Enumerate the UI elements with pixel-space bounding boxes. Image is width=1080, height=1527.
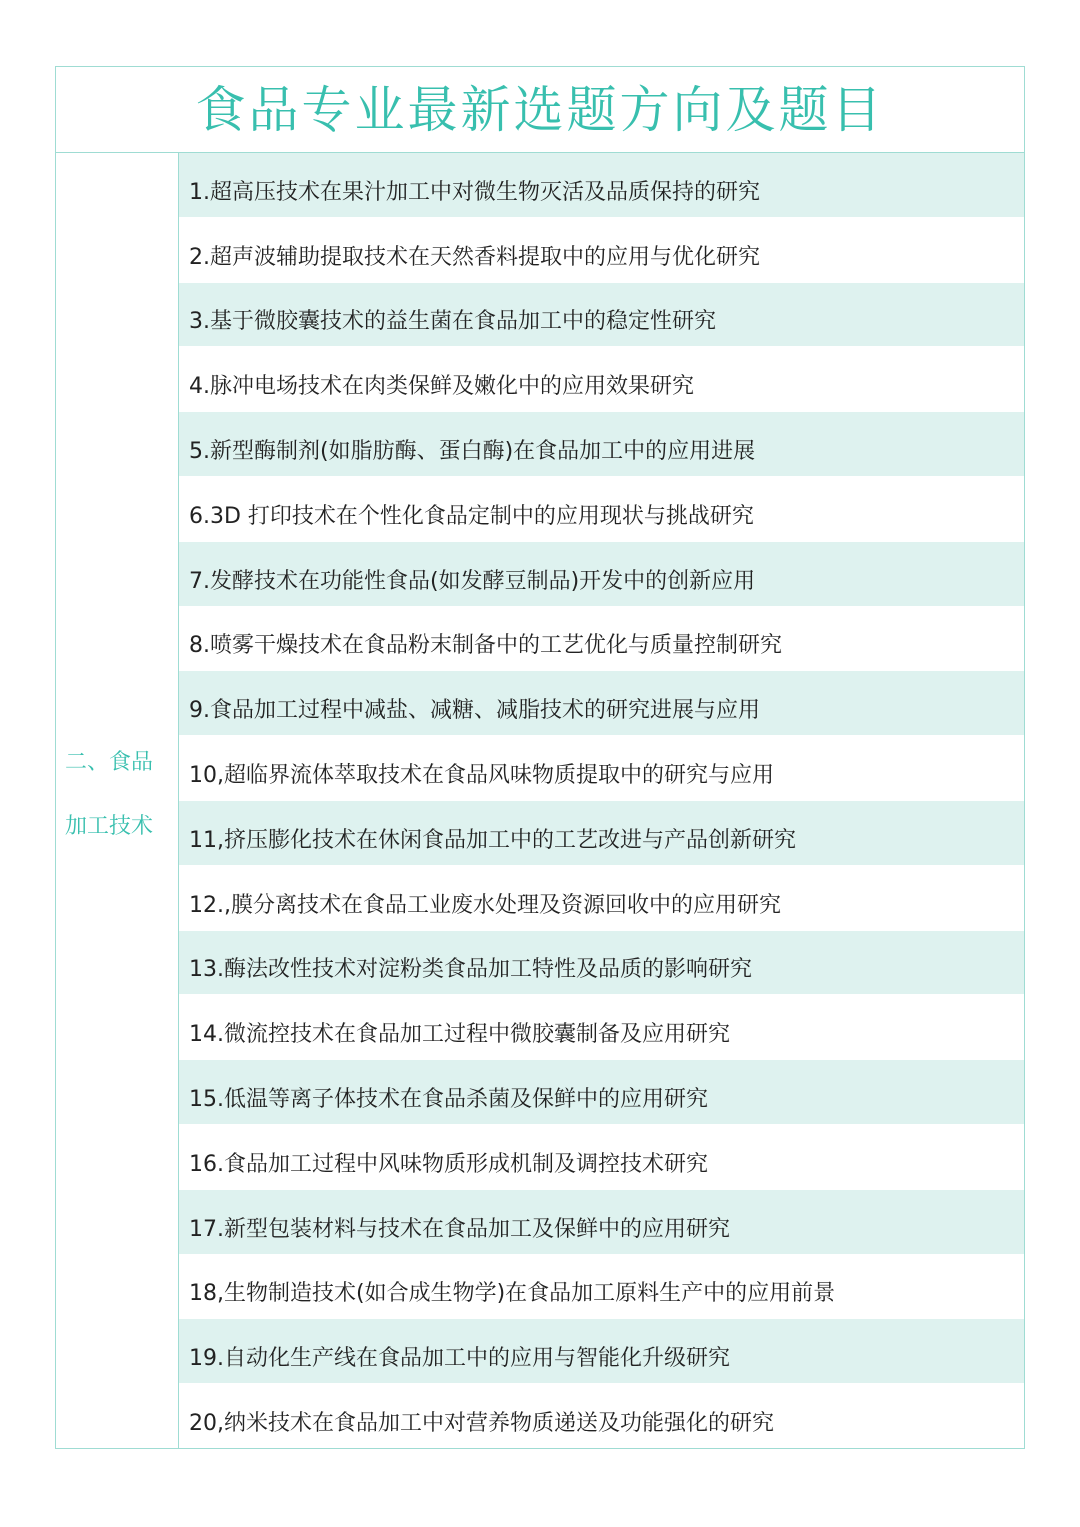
topic-row-1: 1.超高压技术在果汁加工中对微生物灭活及品质保持的研究 — [179, 153, 1024, 218]
topic-row-20: 20,纳米技术在食品加工中对营养物质递送及功能强化的研究 — [179, 1384, 1024, 1448]
topic-row-8: 8.喷雾干燥技术在食品粉末制备中的工艺优化与质量控制研究 — [179, 607, 1024, 672]
topic-row-17: 17.新型包装材料与技术在食品加工及保鲜中的应用研究 — [179, 1190, 1024, 1255]
topic-row-14: 14.微流控技术在食品加工过程中微胶囊制备及应用研究 — [179, 995, 1024, 1060]
topic-row-3: 3.基于微胶囊技术的益生菌在食品加工中的稳定性研究 — [179, 283, 1024, 348]
topic-row-11: 11,挤压膨化技术在休闲食品加工中的工艺改进与产品创新研究 — [179, 801, 1024, 866]
document-title: 食品专业最新选题方向及题目 — [56, 67, 1024, 153]
topic-row-9: 9.食品加工过程中减盐、减糖、减脂技术的研究进展与应用 — [179, 671, 1024, 736]
topic-row-13: 13.酶法改性技术对淀粉类食品加工特性及品质的影响研究 — [179, 931, 1024, 996]
topic-row-12: 12.,膜分离技术在食品工业废水处理及资源回收中的应用研究 — [179, 866, 1024, 931]
topic-row-18: 18,生物制造技术(如合成生物学)在食品加工原料生产中的应用前景 — [179, 1255, 1024, 1320]
topic-row-6: 6.3D 打印技术在个性化食品定制中的应用现状与挑战研究 — [179, 477, 1024, 542]
topic-row-4: 4.脉冲电场技术在肉类保鲜及嫩化中的应用效果研究 — [179, 347, 1024, 412]
topic-row-5: 5.新型酶制剂(如脂肪酶、蛋白酶)在食品加工中的应用进展 — [179, 412, 1024, 477]
category-cell — [56, 153, 179, 1448]
topic-table — [55, 66, 1025, 1449]
topic-row-7: 7.发酵技术在功能性食品(如发酵豆制品)开发中的创新应用 — [179, 542, 1024, 607]
topic-row-16: 16.食品加工过程中风味物质形成机制及调控技术研究 — [179, 1125, 1024, 1190]
topic-row-2: 2.超声波辅助提取技术在天然香料提取中的应用与优化研究 — [179, 218, 1024, 283]
topic-row-15: 15.低温等离子体技术在食品杀菌及保鲜中的应用研究 — [179, 1060, 1024, 1125]
topic-row-19: 19.自动化生产线在食品加工中的应用与智能化升级研究 — [179, 1319, 1024, 1384]
topic-list — [179, 153, 1024, 1448]
topic-row-10: 10,超临界流体萃取技术在食品风味物质提取中的研究与应用 — [179, 736, 1024, 801]
table-body — [56, 153, 1024, 1448]
category-label: 二、食品加工技术 — [65, 749, 154, 839]
